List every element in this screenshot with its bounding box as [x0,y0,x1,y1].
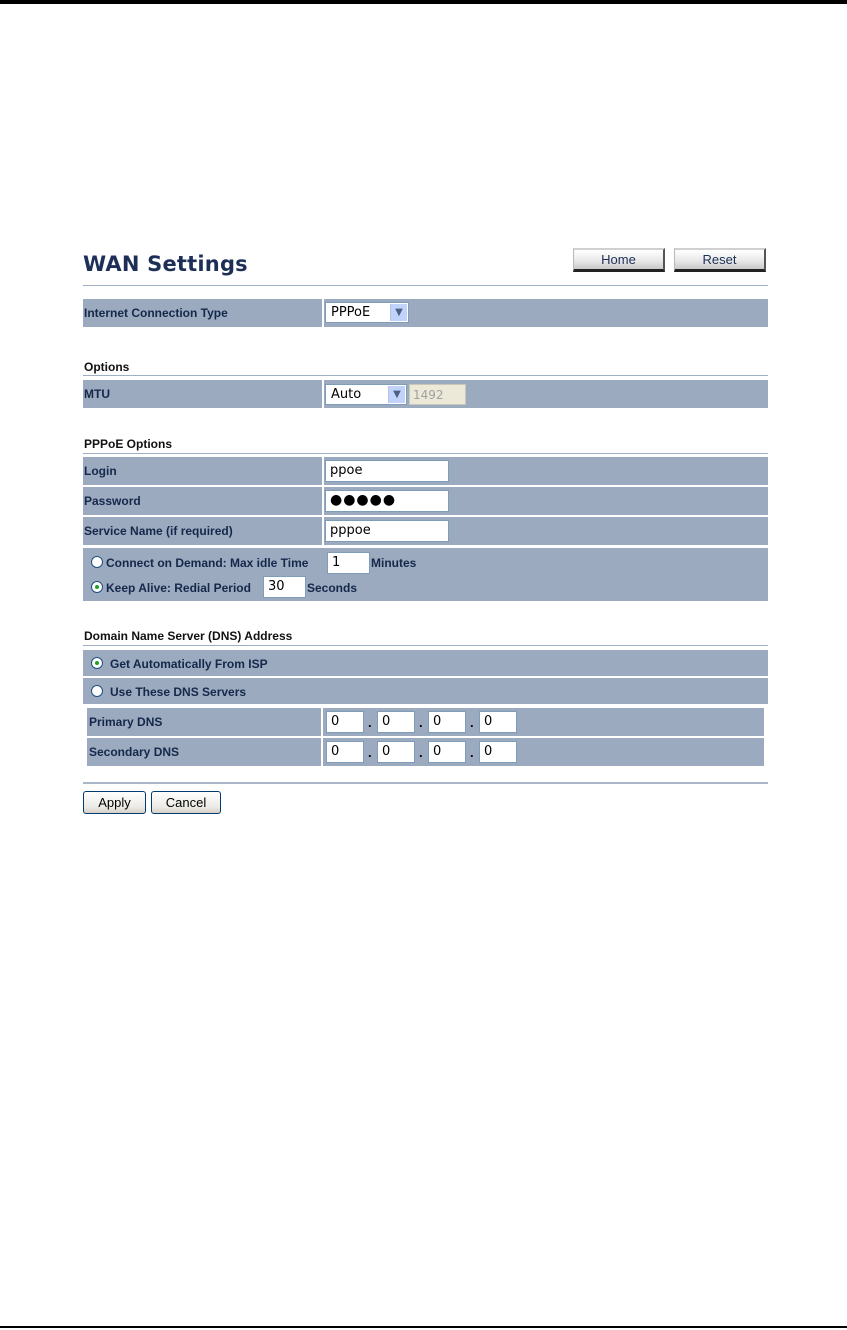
footer-divider [83,782,768,784]
dns-divider [83,645,768,646]
password-input[interactable]: ●●●●● [325,490,449,512]
primary-dns-row: Primary DNS 0 . 0 . 0 . 0 [87,708,764,736]
dns-manual-row [83,678,768,704]
dns-manual-label: Use These DNS Servers [110,685,247,699]
password-label: Password [84,494,141,508]
mtu-label: MTU [84,387,110,401]
redial-period-input[interactable]: 30 [263,576,306,598]
pppoe-section-label: PPPoE Options [84,437,173,451]
service-name-row [83,517,768,545]
login-input[interactable]: ppoe [325,460,449,482]
dns-manual-radio[interactable] [91,685,103,697]
dns-auto-row [83,650,768,676]
seconds-label: Seconds [307,581,358,595]
connection-type-label: Internet Connection Type [84,306,228,320]
primary-dns-octet-3[interactable]: 0 [428,711,466,733]
keep-alive-radio[interactable] [91,581,103,593]
keep-alive-label: Keep Alive: Redial Period [106,581,251,595]
mtu-row [83,380,768,408]
dns-auto-label: Get Automatically From ISP [110,657,268,671]
primary-dns-label: Primary DNS [89,715,163,729]
max-idle-time-input[interactable]: 1 [327,552,370,574]
title-divider [83,285,768,286]
home-button[interactable]: Home [573,248,665,272]
connection-type-select[interactable]: PPPoE ▼ [325,302,409,323]
secondary-dns-octet-4[interactable]: 0 [479,741,517,763]
service-name-input[interactable]: pppoe [325,520,449,542]
minutes-label: Minutes [371,556,417,570]
login-row [83,457,768,485]
secondary-dns-row: Secondary DNS 0 . 0 . 0 . 0 [87,738,764,766]
connect-on-demand-label: Connect on Demand: Max idle Time [106,556,309,570]
pppoe-divider [83,453,768,454]
primary-dns-octet-1[interactable]: 0 [326,711,364,733]
dns-section-label: Domain Name Server (DNS) Address [84,629,293,643]
secondary-dns-octet-2[interactable]: 0 [377,741,415,763]
service-name-label: Service Name (if required) [84,524,233,538]
primary-dns-octet-2[interactable]: 0 [377,711,415,733]
secondary-dns-octet-3[interactable]: 0 [428,741,466,763]
connect-on-demand-radio[interactable] [91,556,103,568]
login-label: Login [84,464,117,478]
connection-mode-row [83,548,768,601]
secondary-dns-label: Secondary DNS [89,745,180,759]
apply-button[interactable]: Apply [83,791,146,814]
options-divider [83,375,768,376]
top-rule [0,0,847,4]
reset-button[interactable]: Reset [674,248,766,272]
chevron-down-icon: ▼ [390,304,407,321]
dns-auto-radio[interactable] [91,657,103,669]
password-row [83,487,768,515]
mtu-value-input[interactable]: 1492 [409,384,466,405]
secondary-dns-octet-1[interactable]: 0 [326,741,364,763]
primary-dns-octet-4[interactable]: 0 [479,711,517,733]
bottom-rule [0,1326,847,1328]
chevron-down-icon: ▼ [388,386,405,403]
mtu-mode-select[interactable]: Auto ▼ [325,384,407,405]
cancel-button[interactable]: Cancel [151,791,221,814]
connection-type-row [83,299,768,327]
options-section-label: Options [84,360,130,374]
page-title: WAN Settings [83,252,248,276]
